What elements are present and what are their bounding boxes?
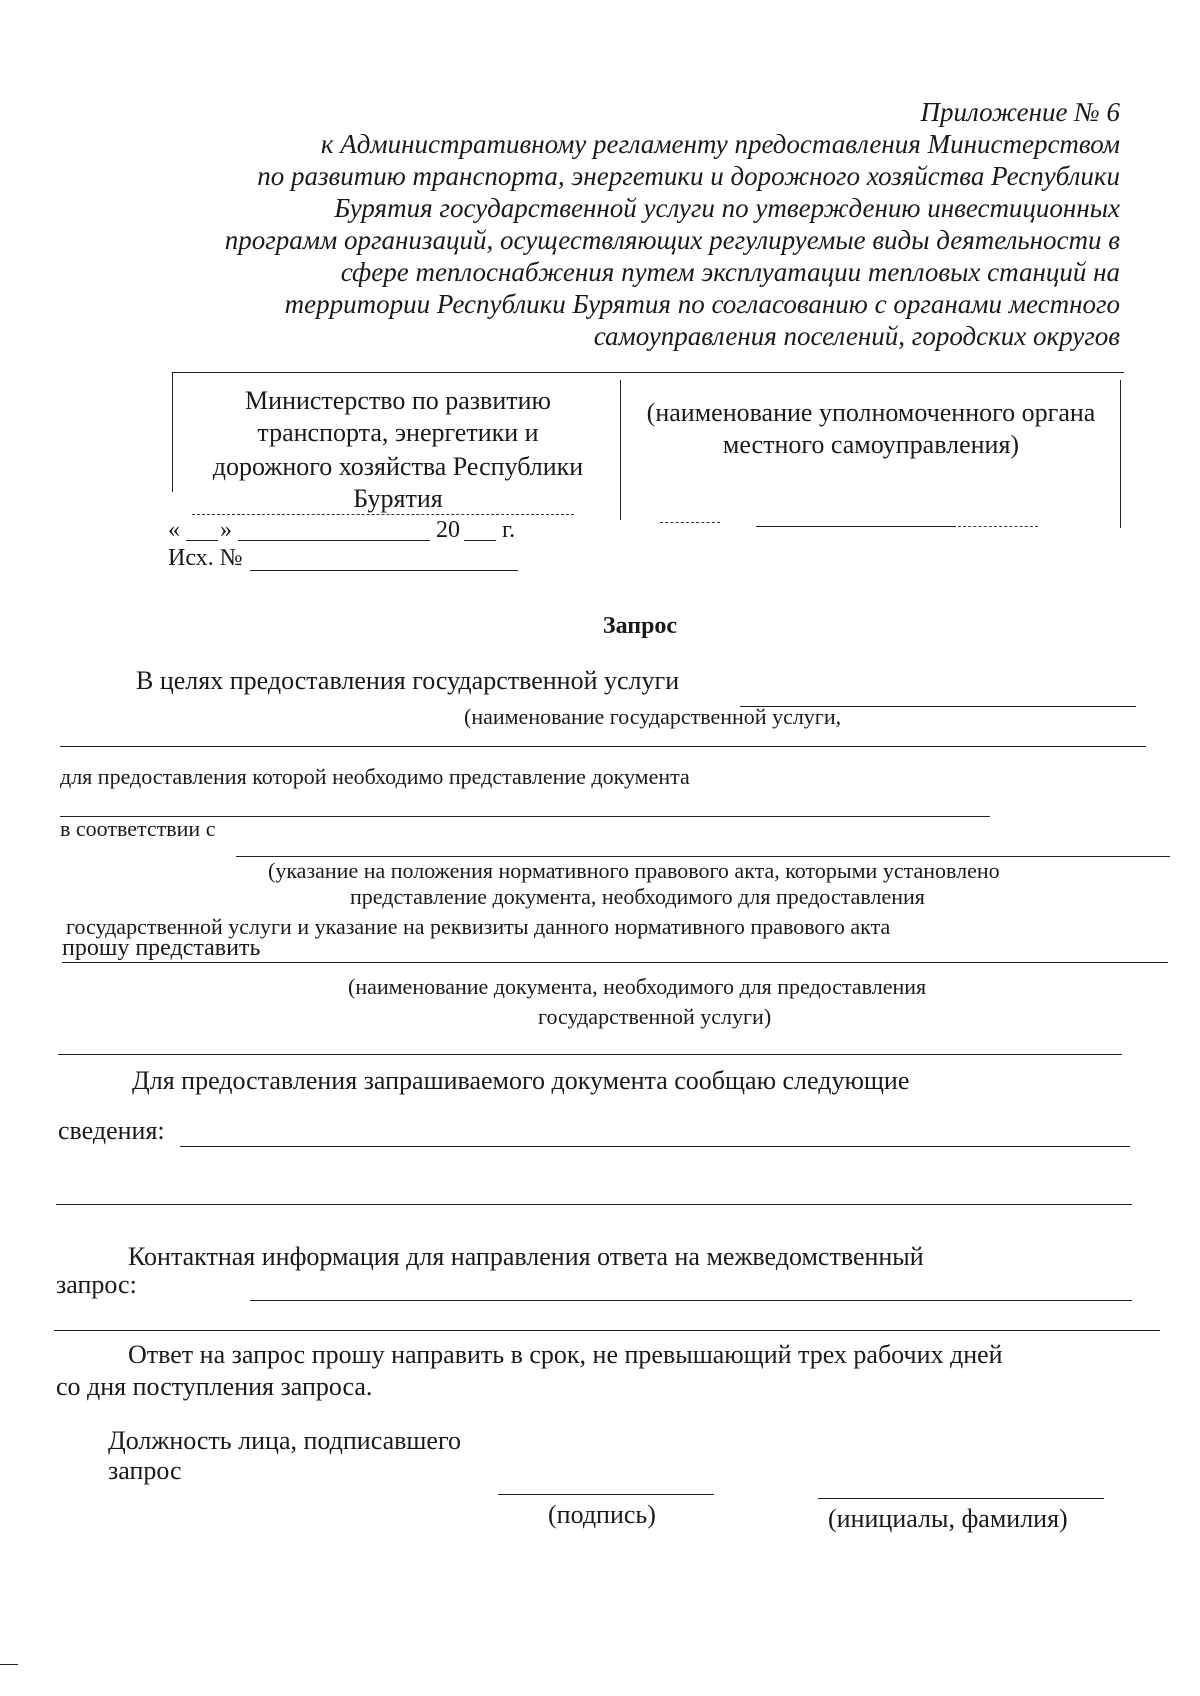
- table-bottom-dashed-left: [192, 514, 574, 515]
- table-right-border: [1120, 380, 1121, 528]
- ministry-name-line: Бурятия: [353, 484, 443, 513]
- date-open-quote: «: [168, 517, 180, 543]
- local-authority-hint: (наименование уполномоченного органа: [646, 398, 1096, 427]
- date-year-field[interactable]: [464, 540, 496, 541]
- request-to-provide-text: прошу представить: [62, 935, 261, 961]
- service-continuation-line[interactable]: [60, 746, 1146, 747]
- service-name-hint: (наименование государственной услуги,: [464, 704, 842, 729]
- contact-label: запрос:: [56, 1270, 137, 1299]
- page-corner-mark: [0, 1664, 18, 1665]
- intro-text: В целях предоставления государственной услуги: [136, 666, 680, 695]
- info-field-continuation[interactable]: [56, 1204, 1132, 1205]
- requested-document-field[interactable]: [62, 962, 1168, 963]
- outgoing-number-label: Исх. №: [168, 545, 243, 571]
- header-line: Бурятия государственной услуги по утверждению инвестиционных: [334, 193, 1120, 223]
- appendix-number: Приложение № 6: [920, 97, 1120, 127]
- date-month-field[interactable]: [238, 540, 430, 541]
- signer-position-line: запрос: [108, 1456, 182, 1485]
- table-bottom-line-right: [756, 526, 956, 527]
- contact-intro-text: Контактная информация для направления ответа на межведомственный: [128, 1242, 924, 1271]
- table-left-border: [172, 372, 173, 492]
- name-field[interactable]: [818, 1498, 1104, 1499]
- table-bottom-dashed-right: [660, 522, 720, 523]
- table-top-border: [172, 372, 1124, 373]
- table-bottom-dashed-right-2: [958, 526, 1038, 527]
- local-authority-hint: местного самоуправления): [722, 430, 1020, 459]
- contact-field[interactable]: [250, 1300, 1132, 1301]
- legal-hint-line: представление документа, необходимого для предоставления: [350, 884, 925, 909]
- signer-position-line: Должность лица, подписавшего: [108, 1426, 461, 1455]
- document-hint-line: (наименование документа, необходимого для предоставления: [348, 974, 927, 999]
- info-label: сведения:: [58, 1116, 165, 1145]
- signature-hint: (подпись): [548, 1500, 656, 1529]
- date-day-field[interactable]: [186, 540, 218, 541]
- date-year-prefix: 20: [436, 517, 460, 543]
- header-line: сфере теплоснабжения путем эксплуатации тепловых станций на: [340, 257, 1120, 287]
- in-accordance-text: в соответствии с: [60, 816, 216, 841]
- header-line: по развитию транспорта, энергетики и дорожного хозяйства Республики: [257, 161, 1120, 191]
- table-column-divider: [620, 380, 621, 520]
- contact-field-continuation[interactable]: [54, 1330, 1160, 1331]
- header-line: программ организаций, осуществляющих регулируемые виды деятельности в: [224, 225, 1120, 255]
- requested-document-continuation[interactable]: [58, 1054, 1122, 1055]
- ministry-name-line: Министерство по развитию: [245, 386, 551, 415]
- date-year-suffix: г.: [502, 517, 516, 543]
- document-title: Запрос: [602, 613, 678, 639]
- ministry-name-line: дорожного хозяйства Республики: [212, 452, 584, 481]
- outgoing-number-field[interactable]: [250, 570, 518, 571]
- document-hint-line: государственной услуги): [538, 1004, 772, 1029]
- legal-hint-line: государственной услуги и указание на реквизиты данного нормативного правового акта: [66, 914, 891, 939]
- header-line: территории Республики Бурятия по согласованию с органами местного: [284, 289, 1120, 319]
- legal-hint-line: (указание на положения нормативного правового акта, которыми установлено: [268, 858, 1000, 883]
- signature-field[interactable]: [498, 1494, 714, 1495]
- header-line: к Административному регламенту предоставления Министерством: [320, 129, 1120, 159]
- date-close-quote: »: [220, 517, 232, 543]
- name-hint: (инициалы, фамилия): [828, 1504, 1068, 1533]
- document-needed-text: для предоставления которой необходимо представление документа: [60, 764, 690, 789]
- legal-basis-field[interactable]: [236, 856, 1170, 857]
- header-line: самоуправления поселений, городских округов: [593, 321, 1120, 351]
- info-field[interactable]: [180, 1146, 1130, 1147]
- ministry-name-line: транспорта, энергетики и: [257, 418, 539, 447]
- deadline-text-line: Ответ на запрос прошу направить в срок, не превышающий трех рабочих дней: [128, 1340, 1003, 1369]
- info-intro-text: Для предоставления запрашиваемого документа сообщаю следующие: [132, 1066, 910, 1095]
- deadline-text-line: со дня поступления запроса.: [56, 1372, 373, 1401]
